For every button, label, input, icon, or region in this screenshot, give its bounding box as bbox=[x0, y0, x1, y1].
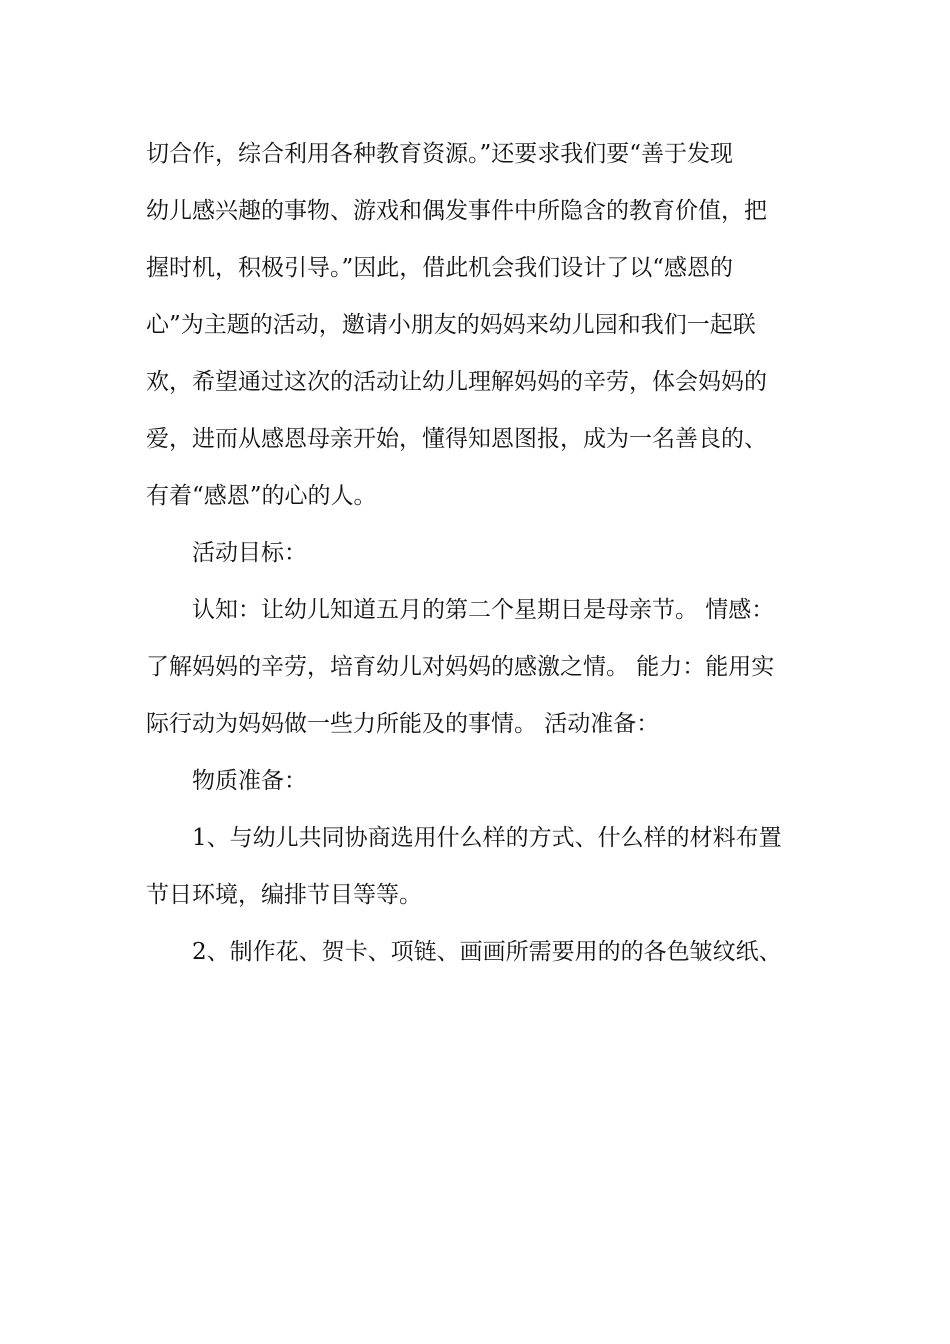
text-line: 节日环境，编排节目等等。 bbox=[146, 882, 422, 908]
document-body bbox=[146, 126, 806, 981]
text-line: 欢，希望通过这次的活动让幼儿理解妈妈的辛劳，体会妈妈的 bbox=[146, 369, 767, 395]
section-heading-material-preparation: 物质准备： bbox=[192, 768, 307, 794]
text-line: 爱，进而从感恩母亲开始，懂得知恩图报，成为一名善良的、 bbox=[146, 426, 767, 452]
text-line: 心”为主题的活动，邀请小朋友的妈妈来幼儿园和我们一起联 bbox=[146, 312, 756, 338]
text-line: 切合作，综合利用各种教育资源。”还要求我们要“善于发现 bbox=[146, 141, 734, 167]
text-line: 际行动为妈妈做一些力所能及的事情。 活动准备： bbox=[146, 711, 660, 737]
list-item-2: 2、制作花、贺卡、项链、画画所需要用的的各色皱纹纸、 bbox=[192, 939, 782, 965]
section-heading-activity-goals: 活动目标： bbox=[192, 540, 307, 566]
text-line: 幼儿感兴趣的事物、游戏和偶发事件中所隐含的教育价值，把 bbox=[146, 198, 767, 224]
text-line: 认知：让幼儿知道五月的第二个星期日是母亲节。 情感： bbox=[192, 597, 775, 623]
text-line: 有着“感恩”的心的人。 bbox=[146, 483, 377, 509]
text-line: 了解妈妈的辛劳，培育幼儿对妈妈的感激之情。 能力：能用实 bbox=[146, 654, 775, 680]
list-item-1: 1、与幼儿共同协商选用什么样的方式、什么样的材料布置 bbox=[192, 825, 782, 851]
text-line: 握时机，积极引导。”因此，借此机会我们设计了以“感恩的 bbox=[146, 255, 734, 281]
